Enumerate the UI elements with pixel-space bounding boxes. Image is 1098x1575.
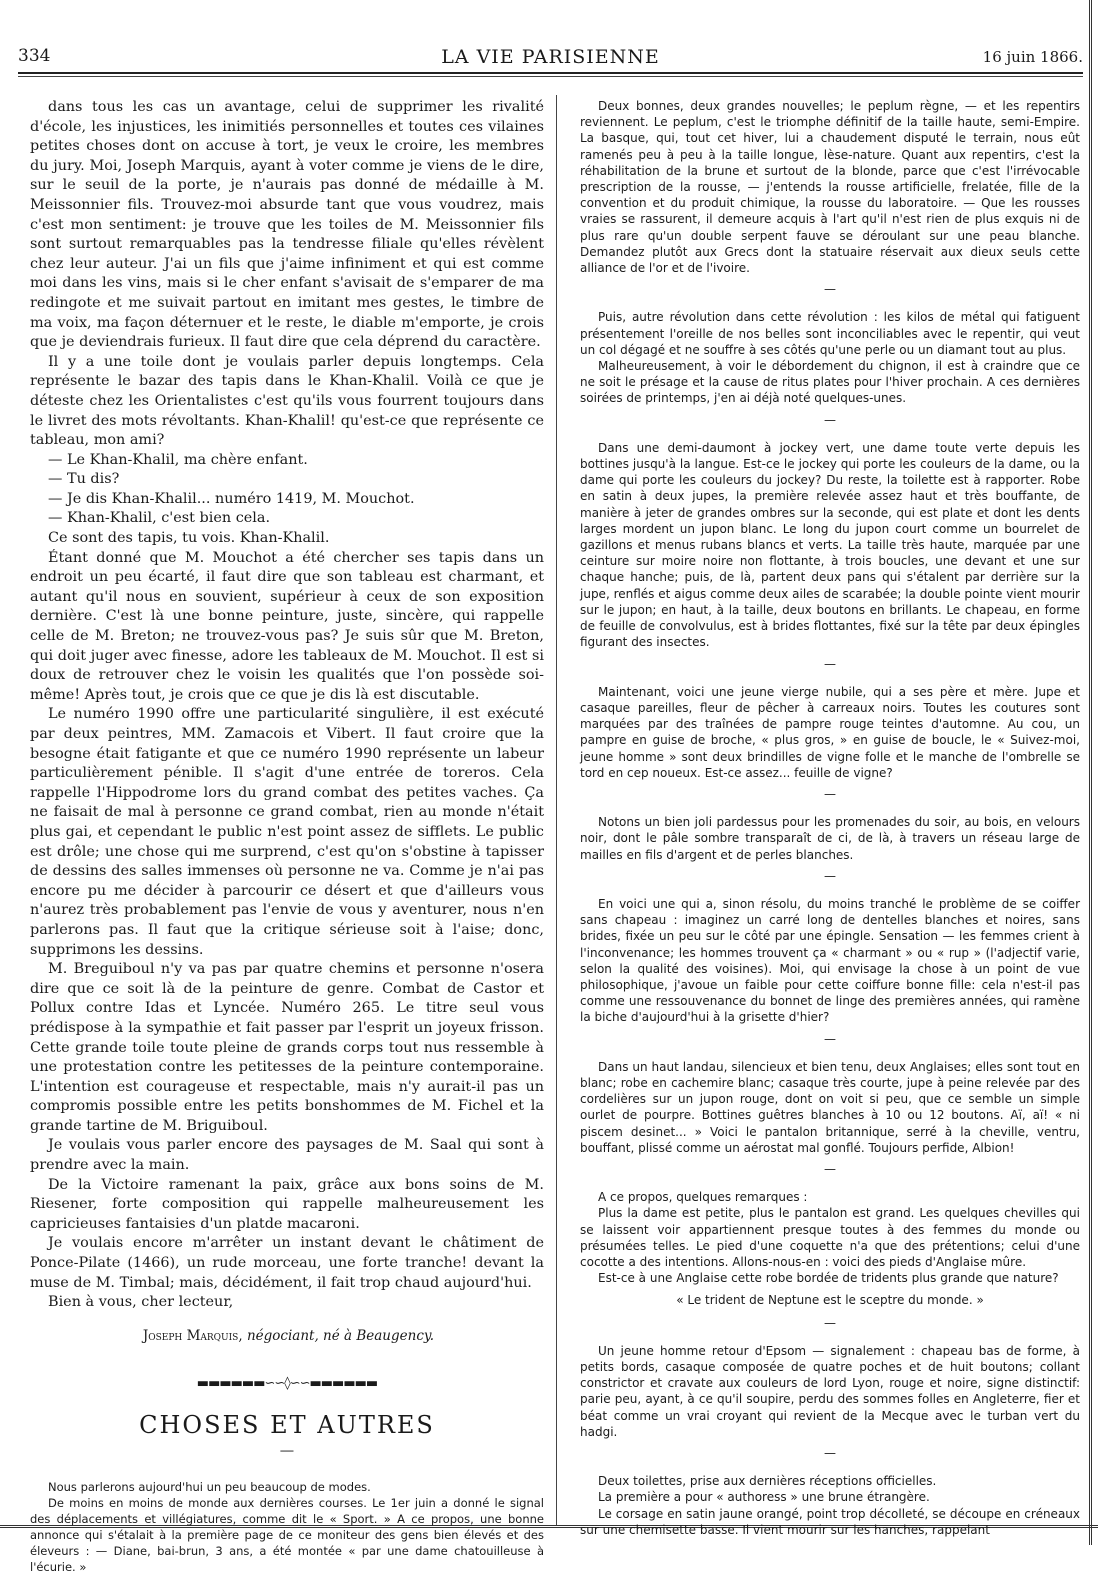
paragraph: Je voulais encore m'arrêter un instant devant le châtiment de Ponce-Pilate (1466), un rude morceau, une forte tranche! devant la muse de M. Timbal; mais, décidément, il fait trop chaud aujourd'hui. [30, 1235, 544, 1291]
paragraph: Malheureusement, à voir le débordement du chignon, il est à craindre que ce ne soit le présage et la cause de ritus plates pour l'hiver prochain. A ces dernières soirées de printemps, j'en ai déjà noté quelques-unes. [580, 359, 1080, 406]
issue-date: 16 juin 1866. [982, 48, 1083, 66]
section-dash: — [279, 1442, 295, 1459]
paragraph: Dans une demi-daumont à jockey vert, une dame toute verte depuis les bottines jusqu'à la langue. Est-ce le jockey qui porte les couleurs de la dame, ou la dame qui porte les couleurs du jockey? Du reste, la toilette est à rapporter. Robe en satin à deux jupes, la première relevée assez haut et très bouffante, de manière à jeter de grandes ombres sur la seconde, qui est plate et dont les dents larges mordent un jupon blanc. Le long du jupon court comme un bourrelet de gazillons et menus rubans blancs et verts. La taille très haute, marquée par une ceinture sur moire noire non flottante, à trois boucles, une devant et une sur chaque hanche; puis, de là, partent deux pans qui s'étalent par derrière sur la jupe, renflés et aigus comme deux ailes de scarabée; la double pointe vient mourir sur le jupon; en haut, à la taille, deux boutons en brillants. Le chapeau, en forme de feuille de convolvulus, est à brides flottantes, fixé sur la tête par deux épingles figurant des insectes. [580, 440, 1080, 650]
fashion-note [580, 1059, 1080, 1156]
section-dash: — [824, 1315, 836, 1330]
section-title: CHOSES ET AUTRES [139, 1411, 435, 1439]
paragraph: Deux bonnes, deux grandes nouvelles; le peplum règne, — et les repentirs reviennent. Le peplum, c'est le triomphe définitif de la taille haute, semi-Empire. La basque, qui, tout cet hiver, lui a chaudement disputé le terrain, nous eût ramenés peu à peu à la taille longue, lèse-nature. Quant aux repentirs, c'est la réhabilitation de la brune et surtout de la blonde, parce que c'est l'irrévocable prescription de la rousse, — j'entends la rousse artificielle, frelatée, fille de la convention et du produit chimique, la rousse du laboratoire. — Que les rousses vraies se rassurent, il demeure acquis à l'art qu'il n'est rien de plus exquis ni de plus rare qu'un double serpent fauve se déroulant sur une peau blanche. Demandez plutôt aux Grecs dont la statuaire réservait aux dieux seuls cette alliance de l'or et de l'ivoire. [580, 99, 1080, 276]
paragraph: En voici une qui a, sinon résolu, du moins tranché le problème de se coiffer sans chapeau : imaginez un carré long de dentelles blanches et noires, sans brides, fixée un peu sur le côté par une épingle. Sensation — les femmes crient à l'inconvenance; les hommes trouvent ça « charmant » ou « rup » (l'adjectif varie, selon la qualité des voisines). Moi, qui envisage la chose à un point de vue philosophique, j'avoue un faible pour cette coiffure bonne fille: cela n'est-il pas comme une ressouvenance du bonnet de linge des premières années, qui ramène la biche d'aujourd'hui à la grisette d'hier? [580, 896, 1080, 1025]
right-column [580, 98, 1080, 1538]
paragraph: Dans un haut landau, silencieux et bien tenu, deux Anglaises; elles sont tout en blanc; robe en cachemire blanc; casaque très courte, jupe à peine relevée par des cordelières sur un jupon rouge, dont on voit si peu, que ce semble un simple ourlet de pourpre. Bottines guêtres blanches à 10 ou 12 boutons. Aï, aï! « ni piscem desinet... » Voici le pantalon britannique, serré à la cheville, ventru, bouffant, plissé comme un aérostat mal gonflé. Toujours perfide, Albion! [580, 1059, 1080, 1155]
paragraph: De la Victoire ramenant la paix, grâce aux bons soins de M. Riesener, forte composition qui rappelle malheureusement les capricieuses fantaisies d'un platde macaroni. [30, 1176, 544, 1232]
paragraph: dans tous les cas un avantage, celui de supprimer les rivalité d'école, les injustices, les inimitiés personnelles et toutes ces vilaines petites choses dont on accuse à tort, je veux le croire, les membres du jury. Moi, Joseph Marquis, ayant à voter comme je viens de le dire, sur le seuil de la porte, je n'aurais pas donné de médaille à M. Meissonnier fils. Trouvez-moi absurde tant que vous voudrez, mais c'est mon sentiment: je trouve que les toiles de M. Meissonnier fils sont surtout remarquables pas la tendresse filiale qu'elles révèlent chez leur auteur. J'ai un fils que j'aime infiniment et qui est comme moi dans les vins, mais si le cher enfant s'avisait de s'emparer de ma redingote et me suivait partout en imitant mes gestes, le timbre de ma voix, ma façon déternuer et le reste, le diable m'emporte, je crois que je deviendrais furieux. Il faut dire que cela déprend du caractère. [30, 99, 544, 351]
paragraph: La première a pour « authoress » une brune étrangère. [598, 1490, 930, 1505]
newspaper-title: LA VIE PARISIENNE [441, 46, 660, 68]
paragraph: — Tu dis? [48, 471, 120, 488]
paragraph: Est-ce à une Anglaise cette robe bordée de tridents plus grande que nature? [598, 1271, 1059, 1286]
paragraph: Deux toilettes, prise aux dernières réceptions officielles. [598, 1474, 937, 1489]
fashion-note [580, 309, 1080, 406]
header-rule [18, 76, 1083, 77]
column-divider [556, 95, 557, 1525]
paragraph: A ce propos, quelques remarques : [598, 1190, 808, 1205]
page-number: 334 [18, 46, 51, 66]
fashion-note [580, 1473, 1080, 1538]
fashion-note [580, 98, 1080, 276]
fashion-note [580, 814, 1080, 863]
section-intro [30, 1479, 544, 1575]
paragraph: Le corsage en satin jaune orangé, point trop décolleté, se découpe en créneaux sur une chemisette basse. Il vient mourir sur les hanches, rappelant [580, 1506, 1080, 1537]
paragraph: — Khan-Khalil, c'est bien cela. [48, 510, 271, 527]
paragraph: Étant donné que M. Mouchot a été chercher ses tapis dans un endroit un peu écarté, il faut dire que son tableau est charmant, et autant qu'il nous en souvient, supérieur à ceux de son exposition dernière. C'est là une bonne peinture, juste, sincère, qui rappelle celle de M. Breton; ne trouvez-vous pas? Je suis sûr que M. Breton, qui doit juger avec finesse, adore les tableaux de M. Mouchot. Il est si doux de retrouver chez le voisin les qualités que l'on possède soi-même! Après tout, je crois que ce que je dis là est discutable. [30, 549, 544, 703]
paragraph: Notons un bien joli pardessus pour les promenades du soir, au bois, en velours noir, dont le pâle sombre transparaît de ci, de là, à travers un réseau large de mailles en fils d'argent et de perles blanches. [580, 815, 1080, 862]
paragraph: Un jeune homme retour d'Epsom — signalement : chapeau bas de forme, à petits bords, casaque composée de quatre poches et de huit boutons; collant constrictor et cravate aux couleurs de lord Lyon, rouge et noire, signe distinctif: parie peu, ayant, à ce qu'il soupire, perdu des sommes folles en Angleterre, fier et béat comme un vrai croyant qui revient de la Mecque avec le turban vert du hadgi. [580, 1343, 1080, 1439]
paragraph: Plus la dame est petite, plus le pantalon est grand. Les quelques chevilles qui se laissent voir appartiennent presque toutes à des femmes du monde ou présumées telles. Le pied d'une coquette n'a que des prétentions; celui d'une cocotte a des intentions. Allons-nous-en : voici des pieds d'Anglaise mûre. [580, 1206, 1080, 1269]
section-dash: — [824, 412, 836, 427]
section-dash: — [824, 1031, 836, 1046]
signature [30, 1327, 544, 1347]
paragraph: Je voulais vous parler encore des paysages de M. Saal qui sont à prendre avec la main. [30, 1137, 544, 1174]
ornament-divider: ▬▬▬▬▬▬∽∽◊∽∽▬▬▬▬▬▬ [196, 1376, 378, 1392]
section-dash: — [824, 1161, 836, 1176]
section-dash: — [824, 786, 836, 801]
paragraph: M. Breguiboul n'y va pas par quatre chemins et personne n'osera dire que ce soit là de la peinture de genre. Combat de Castor et Pollux contre Idas et Lyncée. Numéro 265. Le titre seul vous prédispose à la sympathie et fait passer par l'esprit un joyeux frisson. Cette grande toile toute pleine de grands corps tout nus ressemble à une protestation contre les petitesses de la peinture contemporaine. L'intention est courageuse et respectable, mais n'y aurait-il pas un compromis possible entre les petits bonshommes de M. Fichel et la grande tartine de M. Briguiboul. [30, 961, 544, 1134]
paragraph: — Le Khan-Khalil, ma chère enfant. [48, 451, 308, 468]
paragraph: Puis, autre révolution dans cette révolution : les kilos de métal qui fatiguent présentement l'oreille de nos belles sont inconciliables avec le repentir, qui veut un col dégagé et ne souffre à ses côtés qu'une perle ou un diamant tout au plus. [580, 310, 1080, 357]
paragraph: — Je dis Khan-Khalil... numéro 1419, M. Mouchot. [48, 490, 415, 507]
paragraph: De moins en moins de monde aux dernières courses. Le 1er juin a donné le signal des déplacements et villégiatures, comme dit le « Sport. » A ce propos, une bonne annonce qui s'étalait à la première page de ce moniteur des gens bien élevés et des éleveurs : — Diane, bai-brun, 3 ans, a été montée « par une dame chatouilleuse à l'écurie. » [30, 1496, 544, 1575]
paragraph: Maintenant, voici une jeune vierge nubile, qui a ses père et mère. Jupe et casaque pareilles, fleur de pêcher à carreaux noirs. Toutes les coutures sont marquées par des traînées de pampre rouge teintes d'automne. Au cou, un pampre en guise de broche, « plus gros, » en guise de boucle, le « Suivez-moi, jeune homme » sont deux brindilles de vigne folle et le manche de l'ombrelle se tord en cep noueux. Est-ce assez... feuille de vigne? [580, 684, 1080, 780]
quote: « Le trident de Neptune est le sceptre du monde. » [676, 1293, 984, 1308]
paragraph: Ce sont des tapis, tu vois. Khan-Khalil. [48, 530, 330, 547]
left-column [30, 98, 544, 1575]
paragraph: Nous parlerons aujourd'hui un peu beaucoup de modes. [48, 1480, 371, 1495]
paragraph: Il y a une toile dont je voulais parler depuis longtemps. Cela représente le bazar des tapis dans le Khan-Khalil. Voilà ce que je déteste chez les Orientalistes c'est qu'ils vous fourrent toujours dans le livret des mots révoltants. Khan-Khalil! qu'est-ce que représente ce tableau, mon ami? [30, 353, 544, 449]
section-dash: — [824, 1446, 836, 1461]
page-edge [1089, 0, 1092, 1545]
article-body [30, 98, 544, 1313]
fashion-note [580, 1343, 1080, 1440]
page-header [18, 46, 1083, 74]
fashion-note [580, 684, 1080, 781]
paragraph: Le numéro 1990 offre une particularité singulière, il est exécuté par deux peintres, MM. Zamacois et Vibert. Il faut croire que la besogne était fatigante et que ce numéro 1990 représente un labeur particulièrement pénible. Il s'agit d'une entrée de toreros. Cela rappelle l'Hippodrome lors du grand combat des petites vaches. Ça ne faisait de mal à personne ce grand combat, rien au monde n'était plus gai, et cependant le public n'est point assez de sifflets. Le public est drôle; une chose qui me surprend, c'est qu'on s'obstine à tapisser de dessins des salles immenses où personne ne va. Comme je n'ai pas encore pu me décider à parcourir ce désert et que d'ailleurs vous n'aurez très probablement pas l'envie de vous y aventurer, nous n'en parlerons pas. Il faut que la critique sérieuse soit à l'aise; donc, supprimons les dessins. [30, 706, 544, 958]
fashion-note [580, 896, 1080, 1026]
fashion-note [580, 440, 1080, 651]
section-dash: — [824, 656, 836, 671]
signature-name: Joseph Marquis, [142, 1327, 243, 1344]
paragraph: Bien à vous, cher lecteur, [48, 1294, 234, 1311]
section-dash: — [824, 868, 836, 883]
section-dash: — [824, 282, 836, 297]
signature-title: négociant, né à Beaugency. [246, 1327, 434, 1344]
fashion-note [580, 1189, 1080, 1308]
